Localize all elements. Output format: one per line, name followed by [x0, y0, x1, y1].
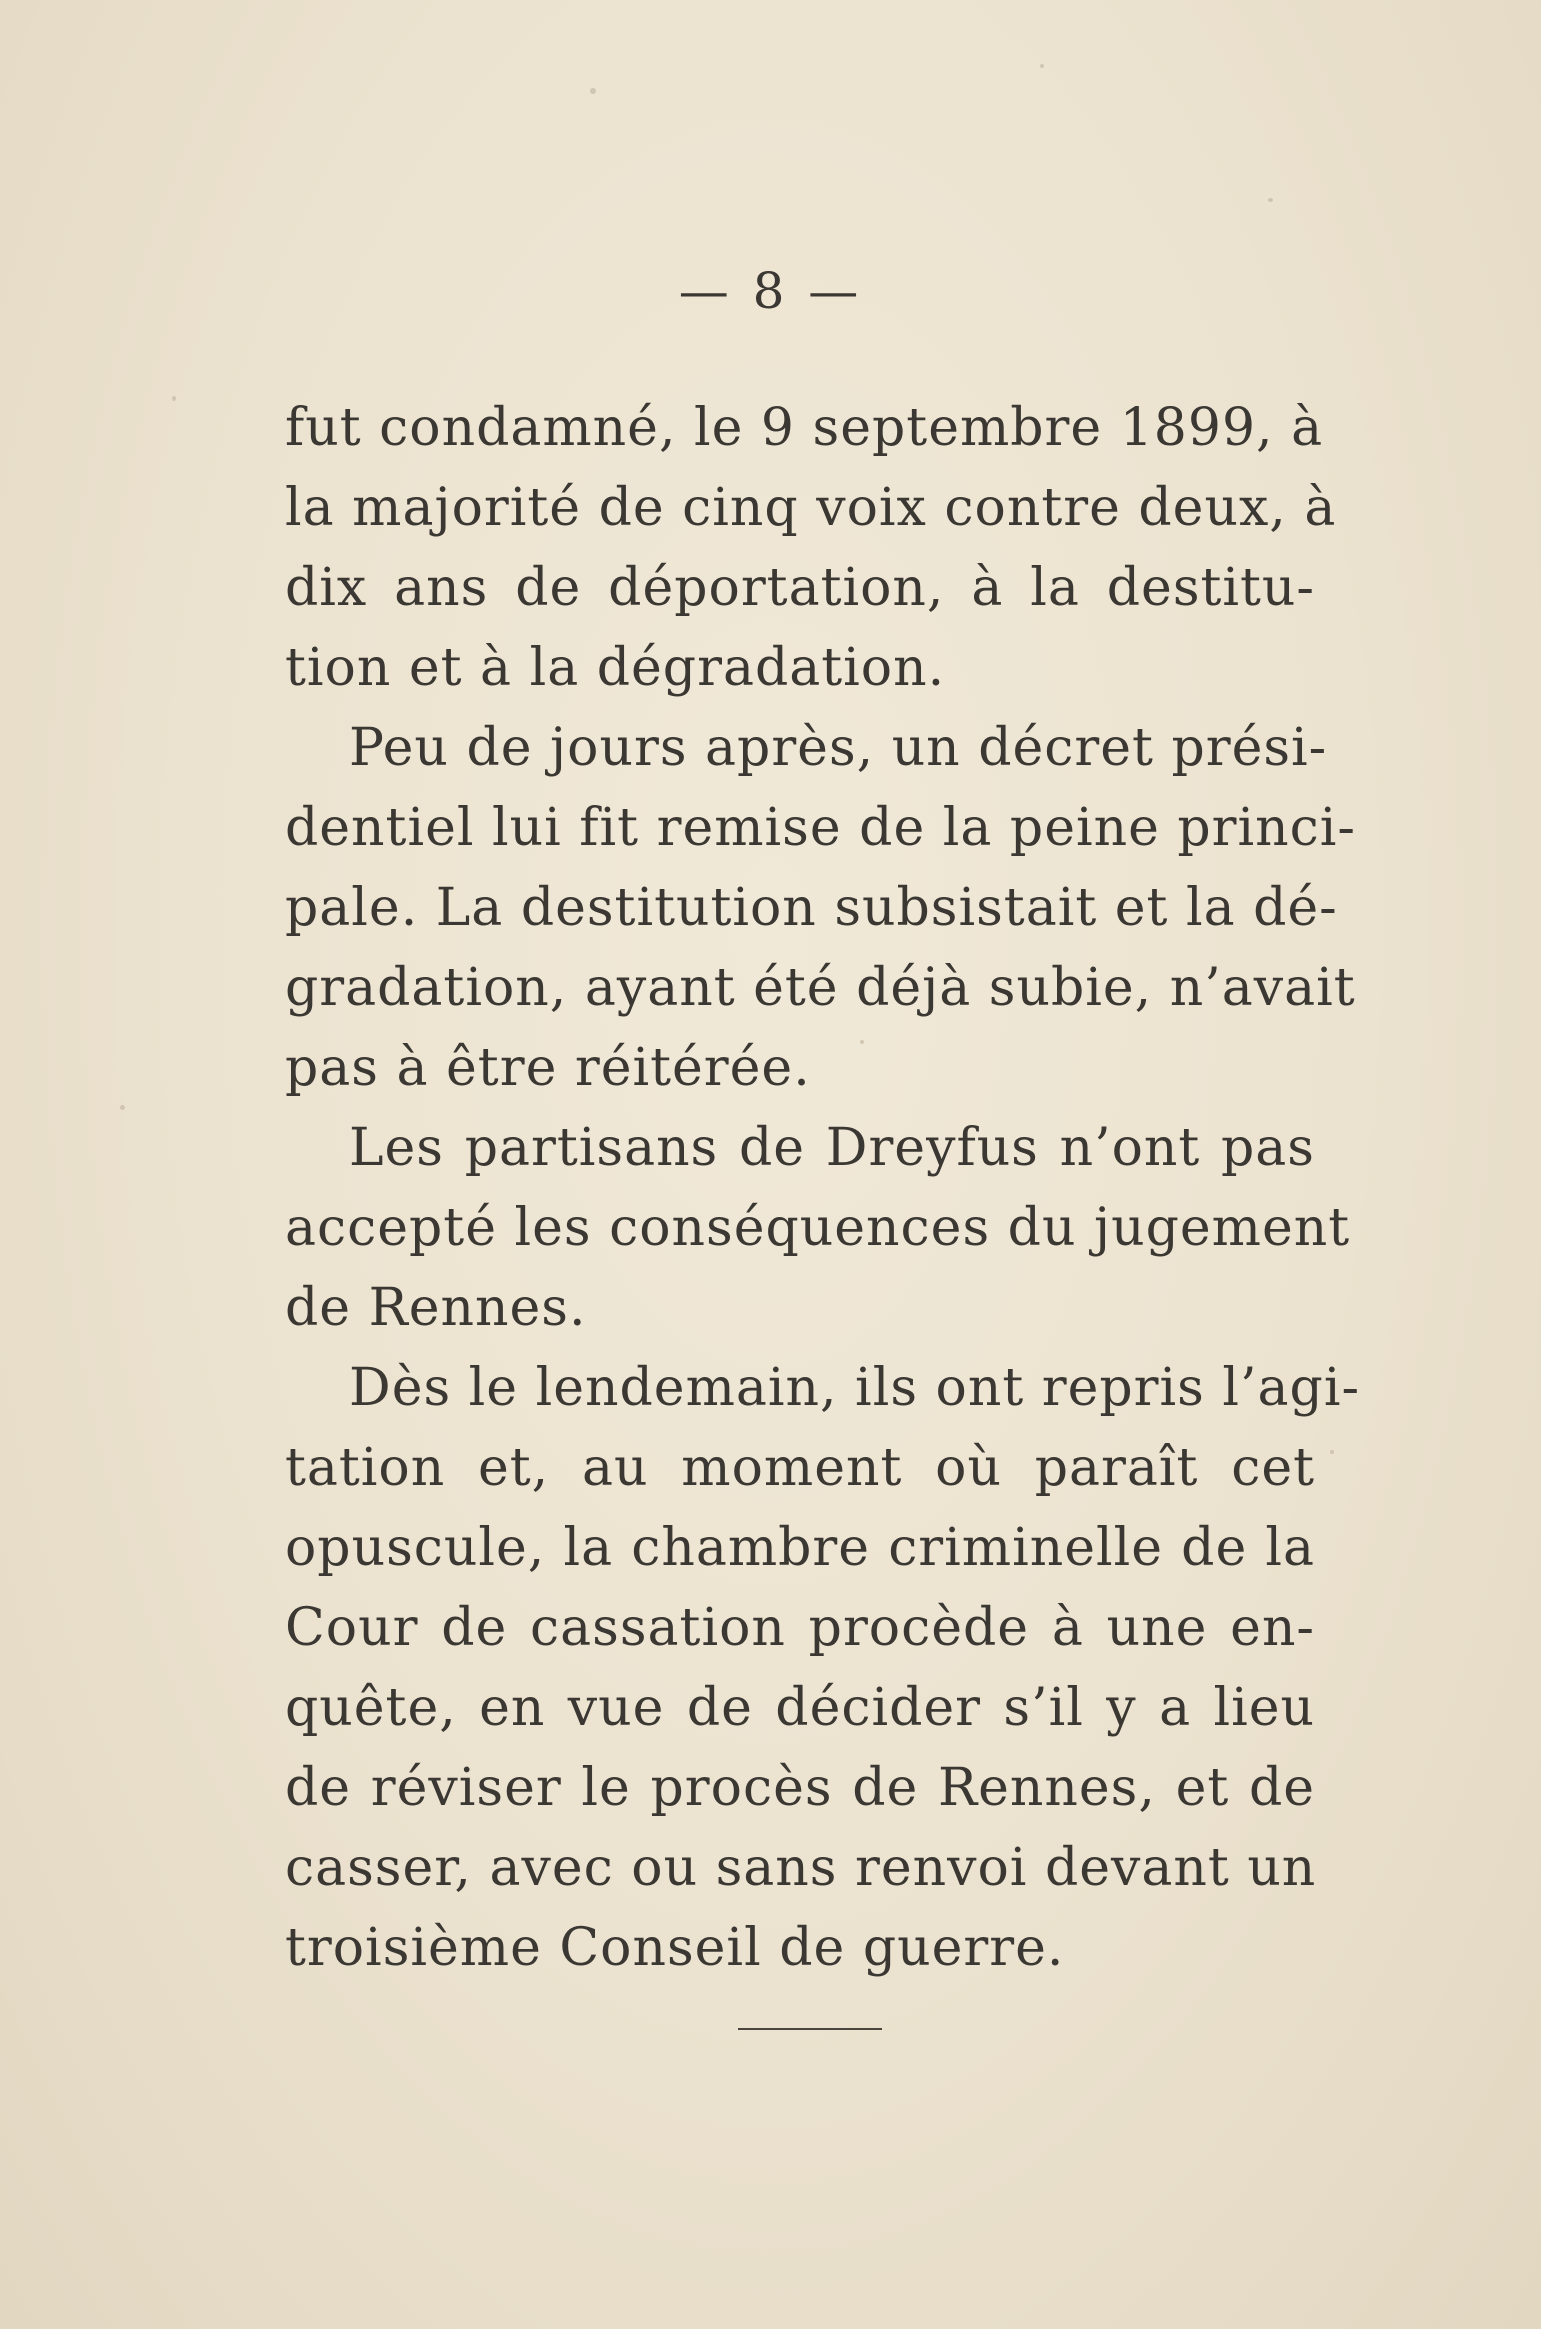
text-line: casser, avec ou sans renvoi devant un — [285, 1838, 1317, 1898]
paragraph-3 — [285, 1108, 1351, 1348]
paper-speck — [1040, 64, 1044, 68]
text-line: troisième Conseil de guerre. — [285, 1918, 1065, 1978]
text-line: quête, en vue de décider s’il y a lieu — [285, 1678, 1315, 1738]
paper-speck — [172, 396, 176, 401]
paper-speck — [1330, 1450, 1334, 1454]
text-line: Peu de jours après, un décret prési- — [349, 718, 1328, 778]
text-line: pas à être réitérée. — [285, 1038, 811, 1098]
page-number: — 8 — — [678, 262, 863, 320]
text-line: de Rennes. — [285, 1278, 587, 1338]
text-line: accepté les conséquences du jugement — [285, 1198, 1351, 1258]
text-line: dix ans de déportation, à la destitu- — [285, 558, 1315, 618]
paragraph-4 — [285, 1348, 1361, 1988]
end-rule-divider — [738, 2028, 882, 2030]
text-line: gradation, ayant été déjà subie, n’avait — [285, 958, 1356, 1018]
paragraph-2 — [285, 708, 1356, 1108]
text-line: dentiel lui fit remise de la peine princi- — [285, 798, 1356, 858]
text-line: Dès le lendemain, ils ont repris l’agi- — [349, 1358, 1361, 1418]
text-line: la majorité de cinq voix contre deux, à — [285, 478, 1337, 538]
text-line: Les partisans de Dreyfus n’ont pas — [349, 1118, 1315, 1178]
text-line: opuscule, la chambre criminelle de la — [285, 1518, 1315, 1578]
text-line: Cour de cassation procède à une en- — [285, 1598, 1315, 1658]
text-line: fut condamné, le 9 septembre 1899, à — [285, 398, 1324, 458]
paper-speck — [120, 1105, 125, 1110]
text-line: tation et, au moment où paraît cet — [285, 1438, 1315, 1498]
text-line: pale. La destitution subsistait et la dé- — [285, 878, 1338, 938]
paper-speck — [1268, 198, 1273, 202]
body-text — [285, 388, 1361, 1988]
text-line: de réviser le procès de Rennes, et de — [285, 1758, 1315, 1818]
paragraph-1 — [285, 388, 1337, 708]
paper-speck — [590, 88, 596, 94]
text-line: tion et à la dégradation. — [285, 638, 946, 698]
